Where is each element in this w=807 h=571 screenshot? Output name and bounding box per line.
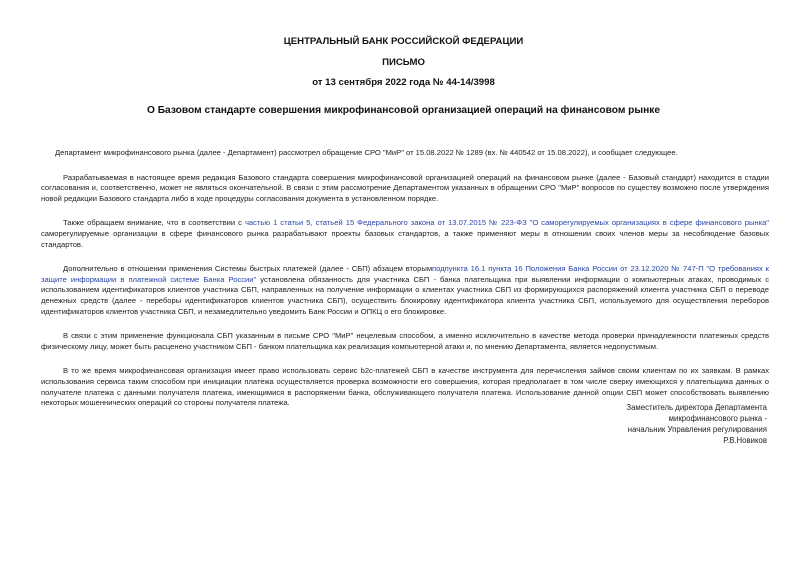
document-date-number: от 13 сентября 2022 года № 44-14/3998 — [312, 77, 495, 88]
signature-position-line-2: микрофинансового рынка - — [668, 414, 767, 423]
paragraph-text: Также обращаем внимание, что в соответствии с — [63, 218, 245, 228]
regulation-747-p-link[interactable]: подпункта 16.1 пункта 16 Положения Банка России от 23.12.2020 № 747-П "О требованиях к защите информации в платежной системе Банка России" — [41, 264, 769, 284]
paragraph-text: Дополнительно в отношении применения Системы быстрых платежей (далее - СБП) абзацем вторым — [63, 264, 433, 274]
paragraph-b2c-service: В то же время микрофинансовая организация имеет право использовать сервис b2c-платежей СБП в качестве инструмента для перечисления займов своим клиентам по их заявкам. В рамках использования сервиса таким способом при инициации платежа осуществляется проверка возможности его совершения, которая предполагает в том числе сверку имеющихся у плательщика данных о получателе платежа с данными получателя платежа, имеющимися в распоряжении банка, обслуживающего получателя платежа. Использование данной опции СБП может способствовать выявлению некоторых мошеннических операций со стороны получателя платежа. — [41, 366, 769, 408]
paragraph-intro: Департамент микрофинансового рынка (далее - Департамент) рассмотрел обращение СРО "МиР" от 15.08.2022 № 1289 (вх. № 440542 от 15.08.2022), и сообщает следующее. — [55, 148, 678, 157]
paragraph-sbp-misuse: В связи с этим применение функционала СБП указанным в письме СРО "МиР" нецелевым способом, а именно исключительно в качестве метода проверки принадлежности платежных средств физическому лицу, может быть расценено участником СБП - банком плательщика как реализация компьютерной атаки и, по мнению Департамента, является недопустимым. — [41, 331, 769, 351]
signature-block — [626, 402, 767, 446]
document-type: ПИСЬМО — [382, 57, 425, 68]
letter-body — [41, 148, 769, 423]
signature-position-line-3: начальник Управления регулирования — [627, 425, 767, 434]
paragraph-base-standard: Разрабатываемая в настоящее время редакция Базового стандарта совершения микрофинансовой организацией операций на финансовом рынке (далее - Базовый стандарт) находится в стадии согласования и, соответственно, может не являться окончательной. В связи с этим рассмотрение Департаментом указанных в обращении СРО "МиР" вопросов по существу возможно после утверждения новой редакции Базового стандарта либо в ходе процедуры согласования документа в установленном порядке. — [41, 172, 769, 203]
signature-position-line-1: Заместитель директора Департамента — [626, 403, 767, 412]
paragraph-text: установлена обязанность для участника СБП - банка плательщика при выявлении информации о компьютерных атаках, проводимых с использованием идентификаторов клиентов участника СБП, направленных на получение информации о клиентах участника СБП из формирующихся распоряжений клиента участника СБП о переводе денежных средств (далее - переборы идентификаторов клиентов участника СБП), осуществить блокировку идентификатора клиента участника СБП, используемого для осуществления переборов идентификаторов клиентов участника СБП, и незамедлительно уведомить Банк России и ОПКЦ о его блокировке. — [41, 274, 769, 316]
paragraph-text: саморегулируемые организации в сфере финансового рынка разрабатывают проекты базовых стандартов, а также применяют меры в отношении своих членов меры за несоблюдение базовых стандартов. — [41, 228, 769, 249]
paragraph-law-reference — [41, 218, 769, 250]
law-223-fz-link[interactable]: частью 1 статьи 5, статьей 15 Федерального закона от 13.07.2015 № 223-ФЗ "О саморегулируемых организациях в сфере финансового рынка" — [244, 218, 769, 228]
organization-heading: ЦЕНТРАЛЬНЫЙ БАНК РОССИЙСКОЙ ФЕДЕРАЦИИ — [283, 36, 524, 47]
signatory-name: Р.В.Новиков — [723, 436, 767, 445]
paragraph-sbp-obligations — [41, 264, 769, 317]
document-title: О Базовом стандарте совершения микрофинансовой организацией операций на финансовом рынке — [146, 105, 661, 116]
